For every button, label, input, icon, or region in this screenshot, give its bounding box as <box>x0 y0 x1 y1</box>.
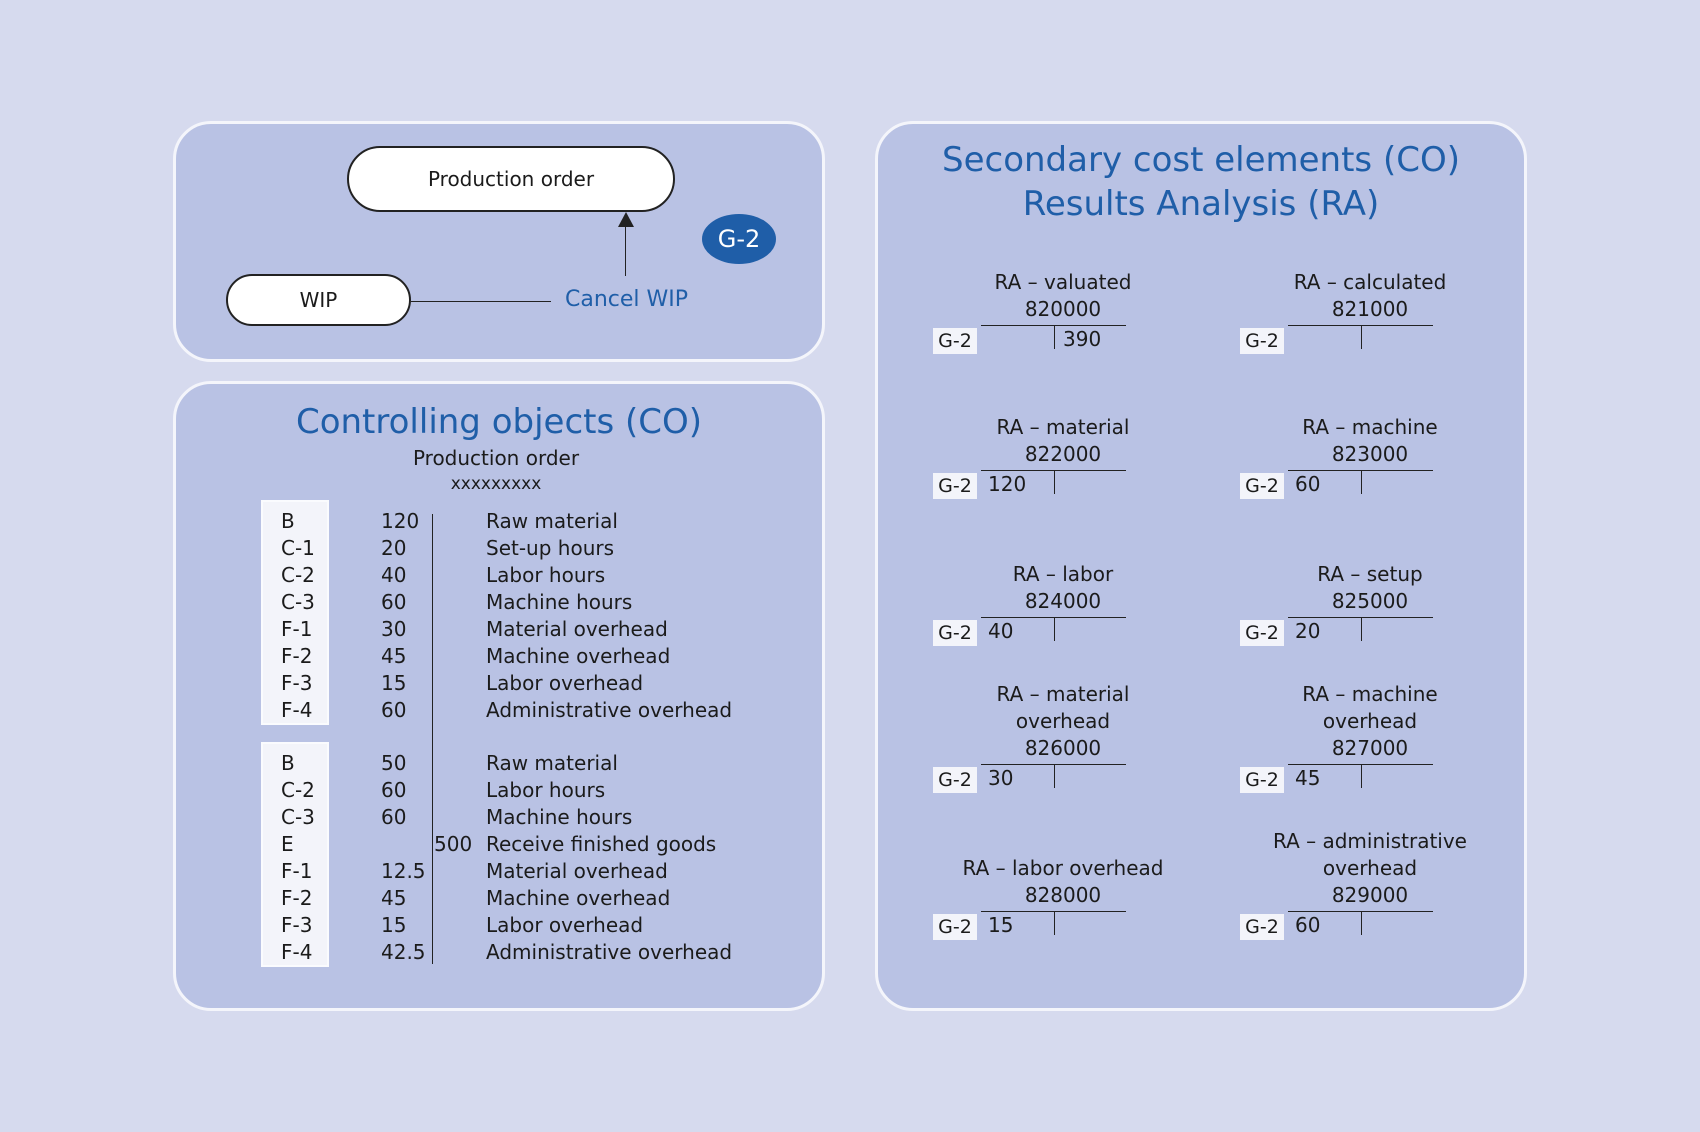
ra-account-name: RA – machine <box>1302 682 1438 706</box>
account-t-line <box>432 514 433 964</box>
ra-debit-value: 60 <box>1295 472 1321 496</box>
t-account-center-line <box>1054 470 1055 494</box>
debit-value: 120 <box>381 509 420 533</box>
t-account-center-line <box>1054 764 1055 788</box>
cost-description: Labor overhead <box>486 671 644 695</box>
ra-account-name: RA – labor overhead <box>962 856 1164 880</box>
cost-code: C-2 <box>281 778 315 802</box>
cost-code: C-1 <box>281 536 315 560</box>
g2-tag: G-2 <box>933 767 977 793</box>
t-account-center-line <box>1361 764 1362 788</box>
cost-description: Labor hours <box>486 778 606 802</box>
ra-account-name: RA – machine <box>1302 415 1438 439</box>
cost-code: F-4 <box>281 940 313 964</box>
ra-account-name: RA – material <box>996 682 1130 706</box>
cost-description: Administrative overhead <box>486 698 733 722</box>
ra-debit-value: 30 <box>988 766 1014 790</box>
ra-account-number: 829000 <box>1331 883 1409 907</box>
ra-account-number: 826000 <box>1024 736 1102 760</box>
cost-code: C-2 <box>281 563 315 587</box>
ra-title-line1: Secondary cost elements (CO) <box>942 140 1460 180</box>
cost-code: F-1 <box>281 859 313 883</box>
cost-code: F-4 <box>281 698 313 722</box>
g2-tag: G-2 <box>1240 914 1284 940</box>
ra-account-name: RA – valuated <box>994 270 1132 294</box>
cost-code: B <box>281 751 295 775</box>
ra-debit-value: 15 <box>988 913 1014 937</box>
cost-code: B <box>281 509 295 533</box>
g2-tag: G-2 <box>933 328 977 354</box>
debit-value: 15 <box>381 671 407 695</box>
debit-value: 15 <box>381 913 407 937</box>
ra-account-name: RA – material <box>996 415 1130 439</box>
g2-tag: G-2 <box>933 473 977 499</box>
production-order-number: xxxxxxxxx <box>450 474 542 494</box>
ra-account-number: 825000 <box>1331 589 1409 613</box>
cost-description: Set-up hours <box>486 536 615 560</box>
ra-debit-value: 45 <box>1295 766 1321 790</box>
debit-value: 12.5 <box>381 859 426 883</box>
ra-account-name: RA – labor <box>1012 562 1114 586</box>
debit-value: 45 <box>381 886 407 910</box>
ra-account-name: RA – administrative <box>1273 829 1467 853</box>
g2-tag: G-2 <box>1240 620 1284 646</box>
g2-tag: G-2 <box>933 620 977 646</box>
cost-description: Labor overhead <box>486 913 644 937</box>
credit-value: 500 <box>434 832 473 856</box>
results-analysis-panel <box>875 121 1527 1011</box>
debit-value: 20 <box>381 536 407 560</box>
debit-value: 42.5 <box>381 940 426 964</box>
cost-description: Labor hours <box>486 563 606 587</box>
ra-account-number: 822000 <box>1024 442 1102 466</box>
cost-code: F-1 <box>281 617 313 641</box>
cost-description: Machine overhead <box>486 886 671 910</box>
t-account-center-line <box>1054 617 1055 641</box>
debit-value: 60 <box>381 590 407 614</box>
cost-code: F-2 <box>281 886 313 910</box>
t-account-center-line <box>1361 911 1362 935</box>
g2-tag: G-2 <box>1240 767 1284 793</box>
ra-debit-value: 40 <box>988 619 1014 643</box>
cost-code: F-3 <box>281 671 313 695</box>
cost-description: Administrative overhead <box>486 940 733 964</box>
controlling-objects-panel <box>173 381 825 1011</box>
cost-description: Raw material <box>486 751 618 775</box>
ra-account-name: RA – calculated <box>1293 270 1447 294</box>
production-order-subtitle: Production order <box>412 446 580 470</box>
debit-value: 60 <box>381 778 407 802</box>
wip-node <box>226 274 411 326</box>
cost-description: Machine hours <box>486 805 633 829</box>
g2-tag: G-2 <box>933 914 977 940</box>
debit-value: 45 <box>381 644 407 668</box>
ra-debit-value: 60 <box>1295 913 1321 937</box>
debit-value: 60 <box>381 698 407 722</box>
wip-label: WIP <box>299 288 338 312</box>
ra-account-number: 823000 <box>1331 442 1409 466</box>
g2-tag: G-2 <box>1240 473 1284 499</box>
ra-account-name: overhead <box>1015 709 1111 733</box>
cost-code: F-2 <box>281 644 313 668</box>
cancel-wip-label: Cancel WIP <box>565 287 689 312</box>
cost-description: Material overhead <box>486 617 668 641</box>
ra-account-number: 828000 <box>1024 883 1102 907</box>
cost-description: Receive finished goods <box>486 832 717 856</box>
debit-value: 60 <box>381 805 407 829</box>
ra-account-name: RA – setup <box>1317 562 1423 586</box>
controlling-objects-title: Controlling objects (CO) <box>295 402 703 442</box>
production-order-node <box>347 146 675 212</box>
cost-description: Raw material <box>486 509 618 533</box>
ra-account-name: overhead <box>1322 709 1418 733</box>
cost-code: C-3 <box>281 590 315 614</box>
ra-account-name: overhead <box>1322 856 1418 880</box>
debit-value: 40 <box>381 563 407 587</box>
cost-code: E <box>281 832 294 856</box>
debit-value: 30 <box>381 617 407 641</box>
cost-code: F-3 <box>281 913 313 937</box>
t-account-center-line <box>1361 617 1362 641</box>
t-account-center-line <box>1361 325 1362 349</box>
cost-description: Material overhead <box>486 859 668 883</box>
ra-account-number: 827000 <box>1331 736 1409 760</box>
ra-account-number: 821000 <box>1331 297 1409 321</box>
g2-badge: G-2 <box>702 214 776 264</box>
ra-credit-value: 390 <box>1063 327 1102 351</box>
t-account-center-line <box>1054 911 1055 935</box>
arrow-up-icon <box>617 212 635 228</box>
debit-value: 50 <box>381 751 407 775</box>
production-order-label: Production order <box>427 167 595 191</box>
ra-debit-value: 20 <box>1295 619 1321 643</box>
cancel-wip-arrow-line <box>625 224 626 276</box>
ra-account-number: 820000 <box>1024 297 1102 321</box>
cost-description: Machine hours <box>486 590 633 614</box>
wip-connector-line <box>411 301 551 302</box>
ra-debit-value: 120 <box>988 472 1027 496</box>
t-account-center-line <box>1361 470 1362 494</box>
ra-account-number: 824000 <box>1024 589 1102 613</box>
ra-title-line2: Results Analysis (RA) <box>1022 184 1380 224</box>
cost-code: C-3 <box>281 805 315 829</box>
t-account-center-line <box>1054 325 1055 349</box>
g2-tag: G-2 <box>1240 328 1284 354</box>
cost-description: Machine overhead <box>486 644 671 668</box>
wip-flow-panel <box>173 121 825 362</box>
